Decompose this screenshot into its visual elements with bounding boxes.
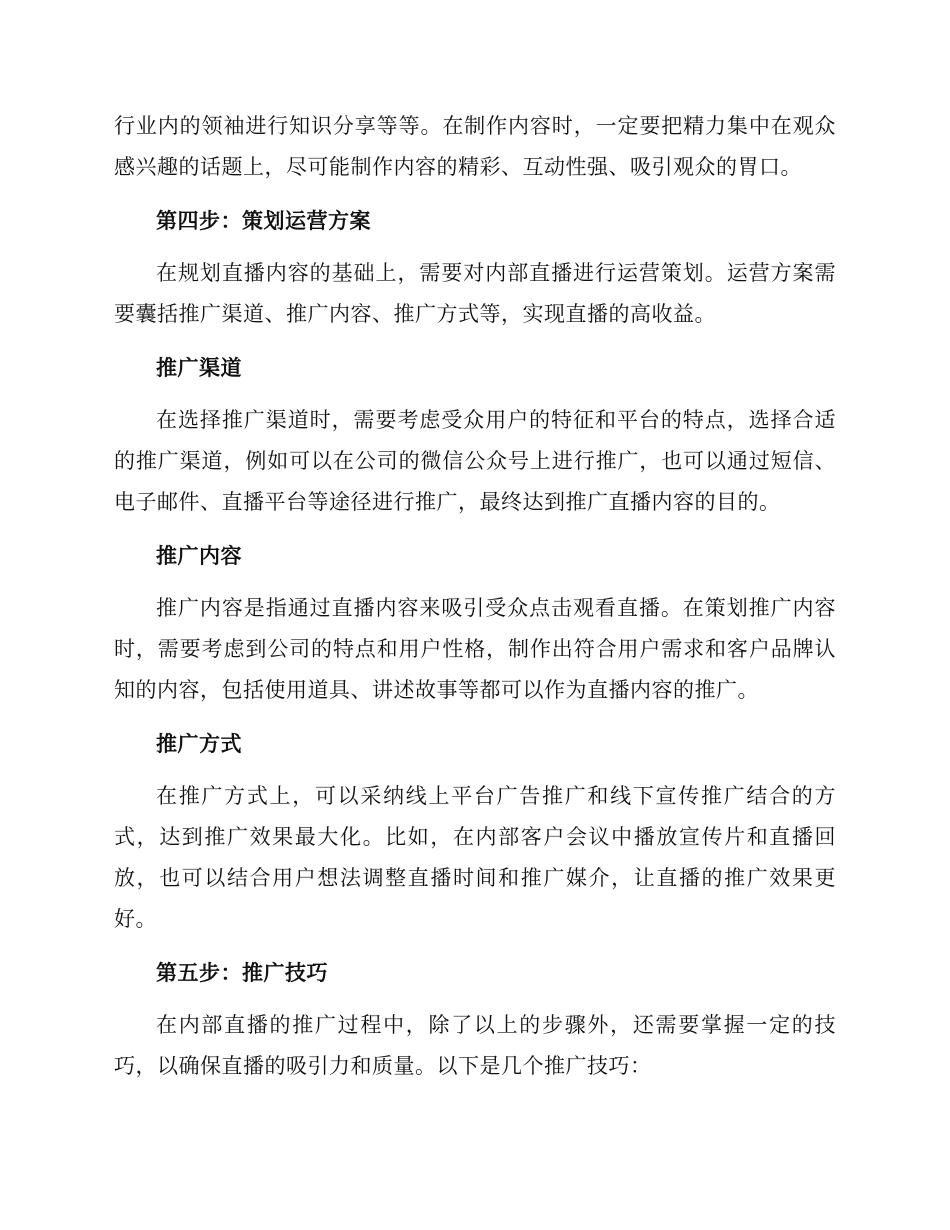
document-page <box>114 106 836 1099</box>
paragraph-promotion-content: 推广内容是指通过直播内容来吸引受众点击观看直播。在策划推广内容时，需要考虑到公司的特点和用户性格，制作出符合用户需求和客户品牌认知的内容，包括使用道具、讲述故事等都可以作为直播内容的推广。 <box>114 596 836 702</box>
paragraph-promotion-methods: 在推广方式上，可以采纳线上平台广告推广和线下宣传推广结合的方式，达到推广效果最大化。比如，在内部客户会议中播放宣传片和直播回放，也可以结合用户想法调整直播时间和推广媒介，让直播的推广效果更好。 <box>114 784 836 931</box>
paragraph-intro-continued: 行业内的领袖进行知识分享等等。在制作内容时，一定要把精力集中在观众感兴趣的话题上，尽可能制作内容的精彩、互动性强、吸引观众的胃口。 <box>114 114 836 179</box>
paragraph-operation-plan: 在规划直播内容的基础上，需要对内部直播进行运营策划。运营方案需要囊括推广渠道、推广内容、推广方式等，实现直播的高收益。 <box>114 261 836 326</box>
paragraph-promotion-channels: 在选择推广渠道时，需要考虑受众用户的特征和平台的特点，选择合适的推广渠道，例如可以在公司的微信公众号上进行推广，也可以通过短信、电子邮件、直播平台等途径进行推广，最终达到推广直播内容的目的。 <box>114 408 836 514</box>
heading-step-four: 第四步：策划运营方案 <box>156 208 371 233</box>
heading-promotion-content: 推广内容 <box>156 543 242 568</box>
paragraph-promotion-tips: 在内部直播的推广过程中，除了以上的步骤外，还需要掌握一定的技巧，以确保直播的吸引力和质量。以下是几个推广技巧： <box>114 1013 836 1078</box>
heading-step-five: 第五步：推广技巧 <box>156 960 328 985</box>
heading-promotion-methods: 推广方式 <box>156 731 242 756</box>
heading-promotion-channels: 推广渠道 <box>156 355 242 380</box>
